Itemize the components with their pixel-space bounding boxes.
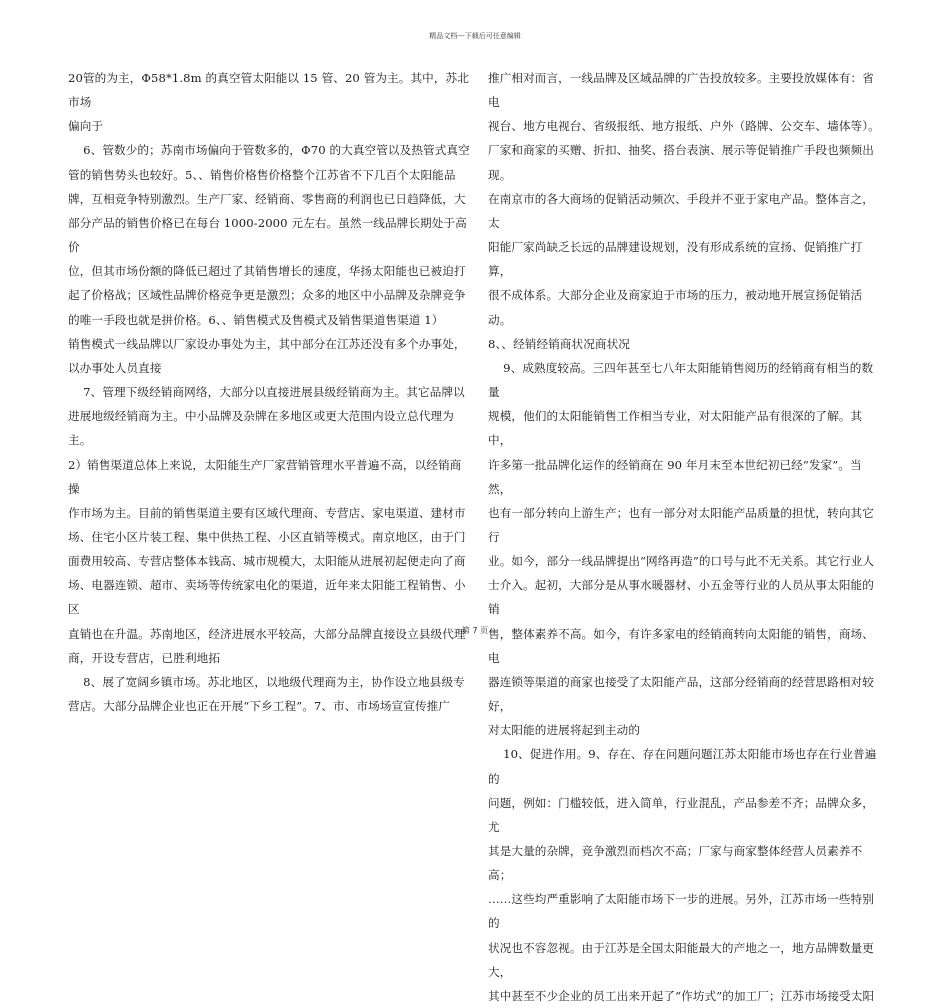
right-text-column xyxy=(488,66,883,1008)
text-line: 偏向于 xyxy=(68,119,104,134)
left-text-column xyxy=(68,66,470,718)
text-line: 器连锁等渠道的商家也接受了太阳能产品，这部分经销商的经营思路相对较好， xyxy=(488,674,874,714)
text-line: 许多第一批品牌化运作的经销商在 90 年月末至本世纪初已经“发家”。当然， xyxy=(488,457,862,496)
text-line: 很不成体系。大部分企业及商家迫于市场的压力，被动地开展宣扬促销活动。 xyxy=(488,288,863,327)
text-line: 对太阳能的进展将起到主动的 xyxy=(488,723,641,738)
text-line: 状况也不容忽视。由于江苏是全国太阳能最大的产地之一，地方品牌数量更大， xyxy=(488,940,874,979)
text-line: 20管的为主，Φ58*1.8m 的真空管太阳能以 15 管、20 管为主。其中，苏北市场 xyxy=(68,71,469,110)
text-line: 面费用较高、专营店整体本钱高、城市规模大，太阳能从进展初起便走向了商 xyxy=(68,554,466,569)
text-line: 位，但其市场份额的降低已超过了其销售增长的速度，华扬太阳能也已被迫打 xyxy=(68,264,466,279)
text-line: 厂家和商家的买赠、折扣、抽奖、搭台表演、展示等促销推广手段也频频出现。 xyxy=(488,143,874,182)
text-line: 8、展了宽阔乡镇市场。苏北地区，以地级代理商为主，协作设立地县级专 xyxy=(68,674,465,689)
text-line: 起了价格战；区域性品牌价格竞争更是激烈；众多的地区中小品牌及杂牌竞争 xyxy=(68,288,466,303)
text-line: 场、电器连锁、超市、卖场等传统家电化的渠道，近年来太阳能工程销售、小区 xyxy=(68,578,466,617)
text-line: 场、住宅小区片装工程、集中供热工程、小区直销等模式。南京地区，由于门 xyxy=(68,529,466,544)
text-line: 阳能厂家尚缺乏长远的品牌建设规划，没有形成系统的宣扬、促销推广打算， xyxy=(488,240,863,279)
text-line: 6、管数少的；苏南市场偏向于管数多的，Φ70 的大真空管以及热管式真空 xyxy=(68,143,470,158)
text-line: 9、成熟度较高。三四年甚至七八年太阳能销售阅历的经销商有相当的数量 xyxy=(488,360,874,400)
text-line: ……这些均严重影响了太阳能市场下一步的进展。另外，江苏市场一些特别的 xyxy=(488,892,874,931)
text-line: 商，开设专营店，已胜利地拓 xyxy=(68,650,221,665)
text-line: 以办事处人员直接 xyxy=(68,360,162,375)
text-line: 营店。大部分品牌企业也正在开展“下乡工程”。7、市、市场场宣宣传推广 xyxy=(68,699,451,714)
text-line: 士介入。起初，大部分是从事水暖器材、小五金等行业的人员从事太阳能的销 xyxy=(488,578,874,617)
text-line: 10、促进作用。9、存在、存在问题问题江苏太阳能市场也存在行业普遍的 xyxy=(488,747,877,786)
text-line: 直销也在升温。苏南地区，经济进展水平较高，大部分品牌直接设立县级代理 xyxy=(68,626,466,641)
text-line: 管的销售势头也较好。5、、销售价格售价格整个江苏省不下几百个太阳能品 xyxy=(68,167,456,182)
text-line: 规模，他们的太阳能销售工作相当专业，对太阳能产品有很深的了解。其中， xyxy=(488,409,863,448)
text-line: 问题，例如：门槛较低，进入简单，行业混乱，产品参差不齐；品牌众多，尤 xyxy=(488,795,874,834)
text-line: 部分产品的销售价格已在每台 1000-2000 元左右。虽然一线品牌长期处于高价 xyxy=(68,215,467,255)
text-line: 其中甚至不少企业的员工出来开起了“作坊式”的加工厂；江苏市场接受太阳 xyxy=(488,988,875,1003)
page-number: 第 7 页 xyxy=(461,626,489,635)
text-line: 8、、经销经销商状况商状况 xyxy=(488,336,631,351)
text-line: 销售模式一线品牌以厂家设办事处为主，其中部分在江苏还没有多个办事处， xyxy=(68,336,466,351)
text-line: 也有一部分转向上游生产；也有一部分对太阳能产品质量的担忧，转向其它行 xyxy=(488,505,874,544)
text-line: 视台、地方电视台、省级报纸、地方报纸、户外（路牌、公交车、墙体等）。 xyxy=(488,119,880,134)
text-line: 的唯一手段也就是拼价格。6、、销售模式及售模式及销售渠道售渠道 1） xyxy=(68,312,444,327)
text-line: 推广相对而言，一线品牌及区域品牌的广告投放较多。主要投放媒体有：省电 xyxy=(488,71,874,110)
text-line: 牌，互相竞争特别激烈。生产厂家、经销商、零售商的利润也已日趋降低，大 xyxy=(68,191,466,206)
text-line: 业。如今，部分一线品牌提出“网络再造”的口号与此不无关系。其它行业人 xyxy=(488,554,875,569)
text-line: 在南京市的各大商场的促销活动频次、手段并不亚于家电产品。整体言之，太 xyxy=(488,191,874,230)
page-header: 精品文档---下载后可任意编辑 xyxy=(429,32,521,40)
text-line: 其是大量的杂牌，竞争激烈而档次不高；厂家与商家整体经营人员素养不高； xyxy=(488,844,863,883)
text-line: 进展地级经销商为主。中小品牌及杂牌在多地区或更大范围内设立总代理为主。 xyxy=(68,409,454,448)
text-line: 售，整体素养不高。如今，有许多家电的经销商转向太阳能的销售，商场、电 xyxy=(488,626,874,665)
text-line: 作市场为主。目前的销售渠道主要有区域代理商、专营店、家电渠道、建材市 xyxy=(68,505,466,520)
text-line: 7、管理下级经销商网络，大部分以直接进展县级经销商为主。其它品牌以 xyxy=(68,385,465,400)
text-line: 2）销售渠道总体上来说，太阳能生产厂家营销管理水平普遍不高，以经销商操 xyxy=(68,457,462,496)
